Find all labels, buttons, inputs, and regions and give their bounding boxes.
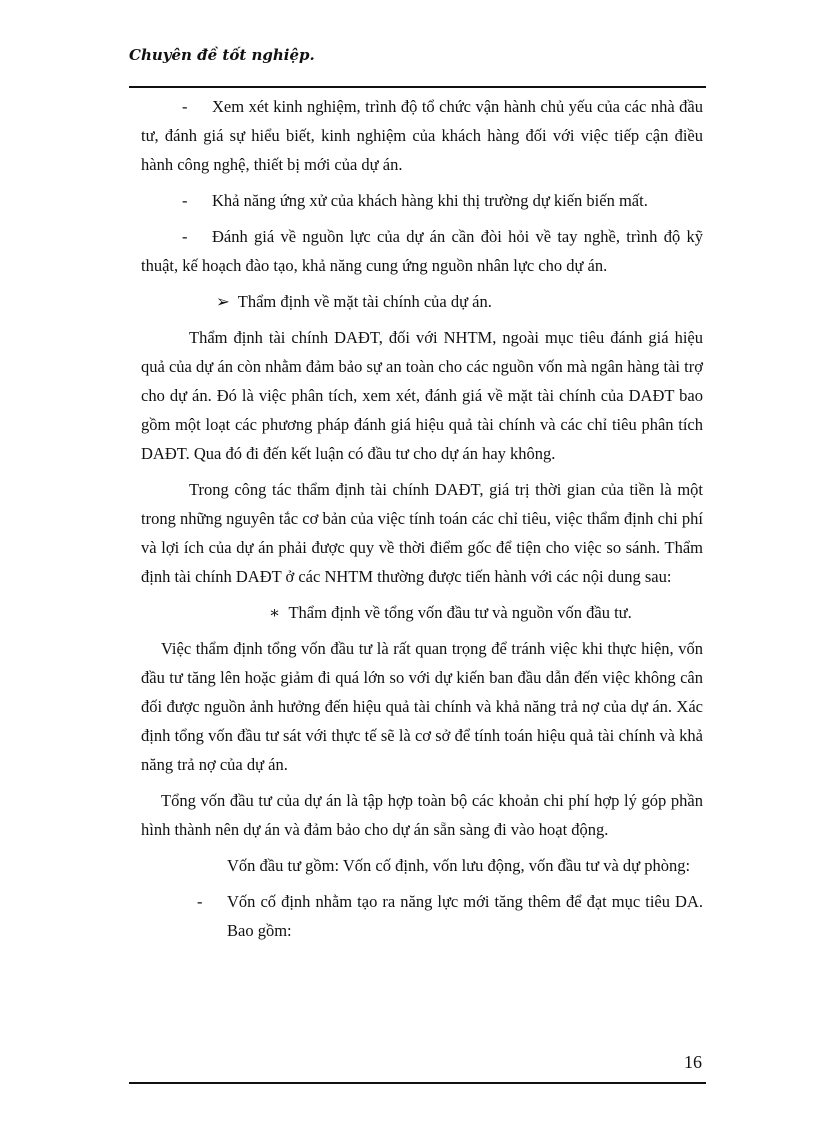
- page-number: 16: [684, 1052, 702, 1072]
- header-rule: [129, 86, 706, 88]
- paragraph: Vốn đầu tư gồm: Vốn cố định, vốn lưu động, vốn đầu tư và dự phòng:: [227, 856, 691, 875]
- bullet-paragraph: - Đánh giá về nguồn lực của dự án cần đòi hỏi về tay nghề, trình độ kỹ thuật, kế hoạch đào tạo, khả năng cung ứng nguồn nhân lực cho dự án.: [141, 222, 703, 280]
- section-heading-capital: ∗ Thẩm định về tổng vốn đầu tư và nguồn vốn đầu tư.: [269, 603, 632, 622]
- paragraph: Việc thẩm định tổng vốn đầu tư là rất quan trọng để tránh việc khi thực hiện, vốn đầu tư tăng lên hoặc giảm đi quá lớn so với dự kiến ban đầu dẫn đến việc không cân đối được nguồn ảnh hưởng đến hiệu quả tài chính và khả năng trả nợ của dự án. Xác định tổng vốn đầu tư sát với thực tế sẽ là cơ sở để tính toán hiệu quả tài chính và khả năng trả nợ của dự án.: [141, 639, 703, 774]
- dash-bullet: -: [182, 97, 188, 116]
- section-heading-financial: ➢ Thẩm định về mặt tài chính của dự án.: [216, 292, 492, 311]
- bullet-paragraph: - Xem xét kinh nghiệm, trình độ tổ chức vận hành chủ yếu của các nhà đầu tư, đánh giá sự hiểu biết, kinh nghiệm của khách hàng đối với việc tiếp cận điều hành công nghệ, thiết bị mới của dự án.: [141, 92, 703, 179]
- dash-bullet: -: [182, 227, 188, 246]
- star-bullet-icon: ∗: [269, 603, 281, 622]
- bullet-paragraph: - Vốn cố định nhằm tạo ra năng lực mới tăng thêm để đạt mục tiêu DA. Bao gồm:: [141, 887, 703, 945]
- page-header-title: Chuyên đề tốt nghiệp.: [129, 46, 315, 64]
- bullet-paragraph: - Khả năng ứng xử của khách hàng khi thị trường dự kiến biến mất.: [141, 186, 703, 215]
- dash-bullet: -: [197, 892, 203, 911]
- dash-bullet: -: [182, 191, 188, 210]
- paragraph: Tổng vốn đầu tư của dự án là tập hợp toàn bộ các khoản chi phí hợp lý góp phần hình thành nên dự án và đảm bảo cho dự án sẵn sàng đi vào hoạt động.: [141, 791, 703, 839]
- paragraph: Thẩm định tài chính DAĐT, đối với NHTM, ngoài mục tiêu đánh giá hiệu quả của dự án còn nhằm đảm bảo sự an toàn cho các nguồn vốn mà ngân hàng tài trợ cho dự án. Đó là việc phân tích, xem xét, đánh giá về mặt tài chính của DAĐT bao gồm một loạt các phương pháp đánh giá hiệu quả tài chính và các chỉ tiêu phân tích DAĐT. Qua đó đi đến kết luận có đầu tư cho dự án hay không.: [141, 328, 703, 463]
- page-body: [141, 92, 703, 945]
- footer-rule: [129, 1082, 706, 1084]
- paragraph: Trong công tác thẩm định tài chính DAĐT, giá trị thời gian của tiền là một trong những nguyên tắc cơ bản của việc tính toán các chỉ tiêu, việc thẩm định chi phí và lợi ích của dự án phải được quy về thời điểm gốc để tiện cho việc so sánh. Thẩm định tài chính DAĐT ở các NHTM thường được tiến hành với các nội dung sau:: [141, 480, 703, 586]
- arrow-bullet-icon: ➢: [216, 292, 230, 311]
